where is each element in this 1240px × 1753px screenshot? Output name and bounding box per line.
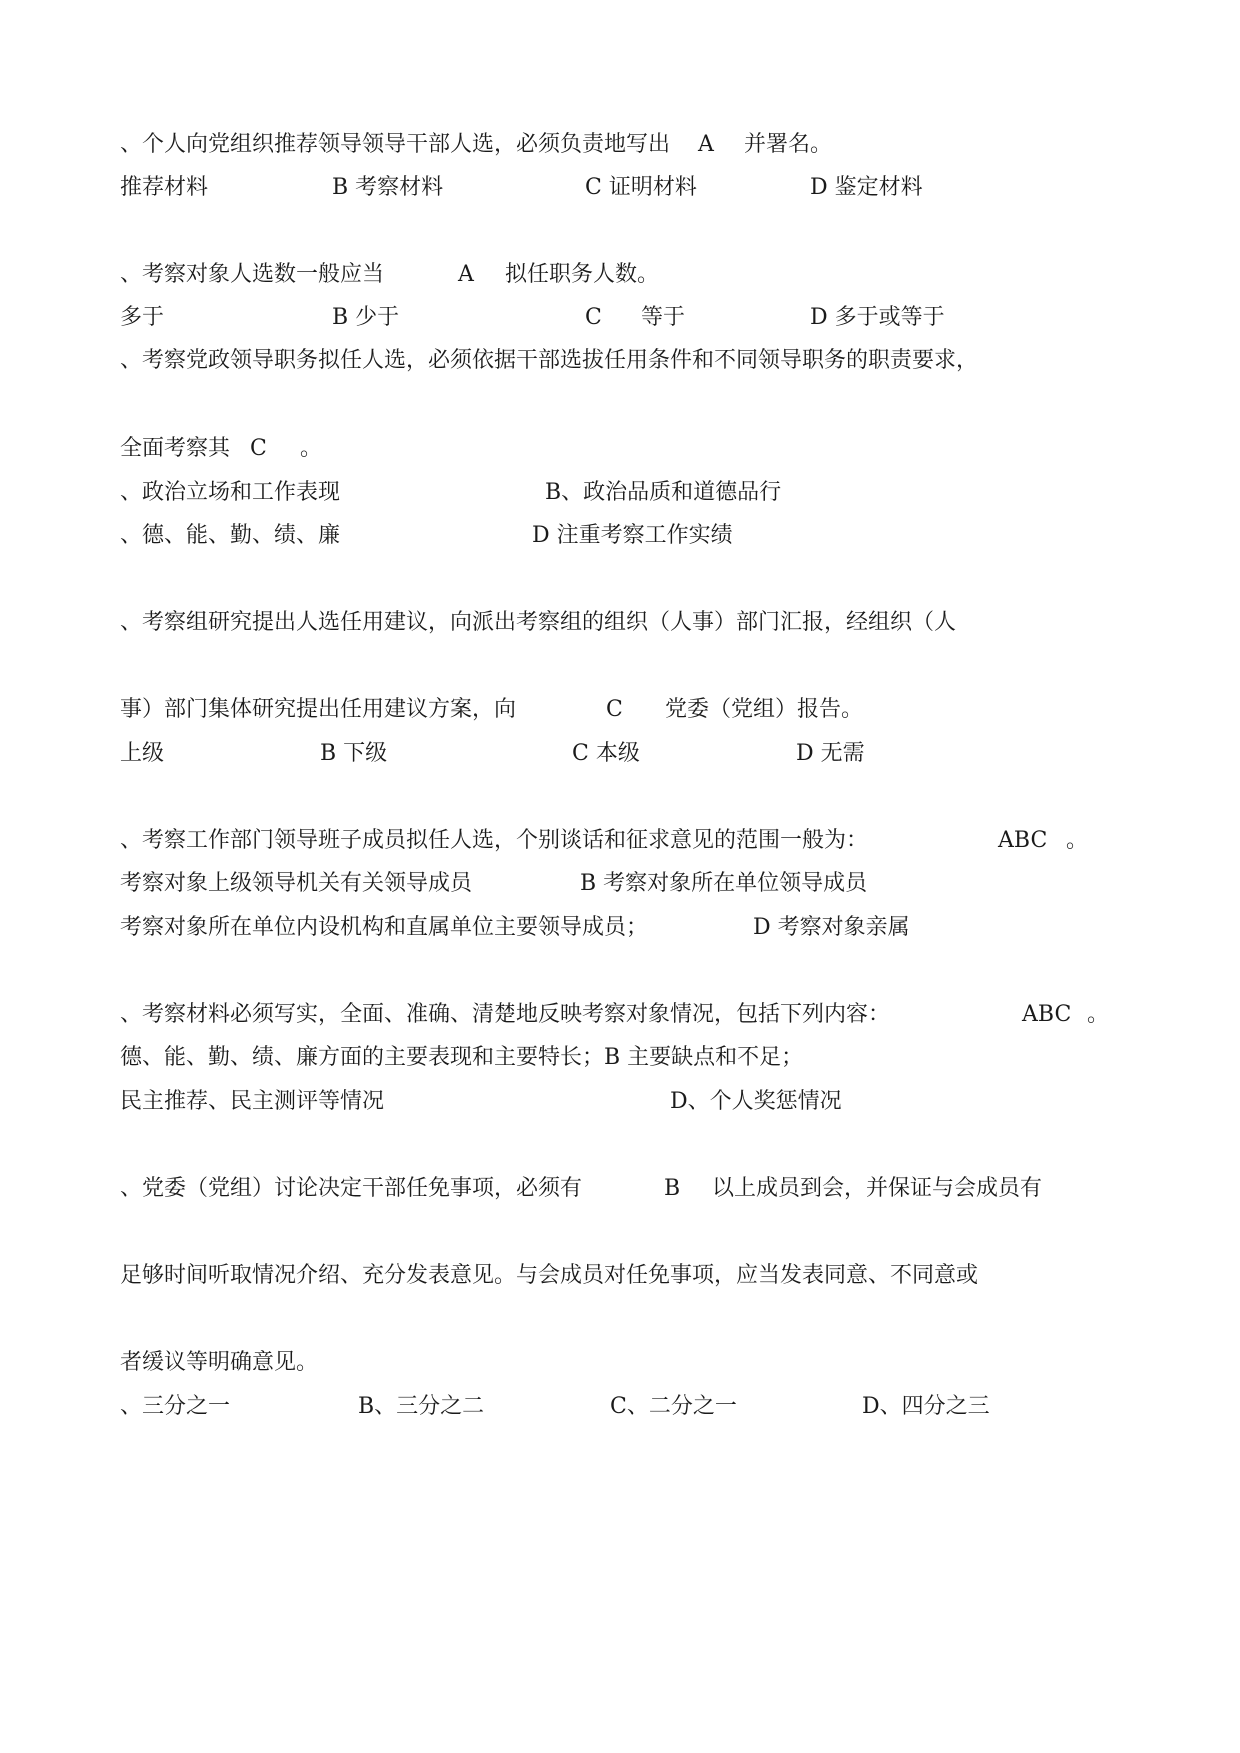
option-c: C 本级	[572, 741, 640, 766]
question-text: 、考察工作部门领导班子成员拟任人选，个别谈话和征求意见的范围一般为：	[120, 828, 869, 853]
option-a: 考察对象上级领导机关有关领导成员	[120, 871, 473, 896]
question-text: 。	[1087, 1002, 1110, 1027]
option-a: 多于	[120, 305, 165, 330]
question-text: 。	[1066, 828, 1089, 853]
answer-letter: B	[664, 1176, 681, 1201]
option-b: B 少于	[332, 305, 400, 330]
option-b: B、政治品质和道德品行	[545, 480, 782, 505]
option-c: C、二分之一	[610, 1394, 737, 1419]
question-text: 、考察对象人选数一般应当	[120, 262, 385, 287]
question-text: 者缓议等明确意见。	[120, 1350, 319, 1375]
question-text: 、个人向党组织推荐领导领导干部人选，必须负责地写出	[120, 132, 671, 157]
option-d: D 多于或等于	[810, 305, 945, 330]
question-text: 、党委（党组）讨论决定干部任免事项，必须有	[120, 1176, 583, 1201]
question-text: 足够时间听取情况介绍、充分发表意见。与会成员对任免事项，应当发表同意、不同意或	[120, 1263, 979, 1288]
option-b: B 考察材料	[332, 175, 444, 200]
option-d: D、四分之三	[862, 1394, 990, 1419]
question-text: 拟任职务人数。	[505, 262, 660, 287]
question-text: 以上成员到会，并保证与会成员有	[712, 1176, 1043, 1201]
question-text: 并署名。	[744, 132, 833, 157]
question-text: 全面考察其	[120, 436, 231, 461]
question-text: 事）部门集体研究提出任用建议方案，向	[120, 697, 517, 722]
option-d: D、个人奖惩情况	[670, 1089, 842, 1114]
option-d: D 注重考察工作实绩	[532, 523, 733, 548]
option-a: 、政治立场和工作表现	[120, 480, 341, 505]
option-c-text: 等于	[641, 305, 686, 330]
option-c: C	[585, 305, 602, 330]
answer-letter: A	[698, 132, 714, 157]
option-a: 上级	[120, 741, 165, 766]
option-c: 、德、能、勤、绩、廉	[120, 523, 341, 548]
answer-letter: C	[606, 697, 623, 722]
option-d: D 无需	[796, 741, 865, 766]
question-text: 、考察材料必须写实，全面、准确、清楚地反映考察对象情况，包括下列内容：	[120, 1002, 891, 1027]
option-a: 推荐材料	[120, 175, 209, 200]
question-text: 、考察党政领导职务拟任人选，必须依据干部选拔任用条件和不同领导职务的职责要求，	[120, 348, 979, 373]
question-text: 党委（党组）报告。	[665, 697, 864, 722]
option-d: D 考察对象亲属	[753, 915, 910, 940]
answer-letter: ABC	[998, 828, 1048, 853]
option-b: B、三分之二	[358, 1394, 485, 1419]
answer-letter: A	[458, 262, 474, 287]
answer-letter: C	[250, 436, 267, 461]
option-a-b: 德、能、勤、绩、廉方面的主要表现和主要特长；B 主要缺点和不足；	[120, 1045, 804, 1070]
option-a: 、三分之一	[120, 1394, 231, 1419]
question-text: 。	[300, 436, 323, 461]
option-c: C 证明材料	[585, 175, 697, 200]
answer-letter: ABC	[1022, 1002, 1072, 1027]
option-c: 民主推荐、民主测评等情况	[120, 1089, 385, 1114]
question-text: 、考察组研究提出人选任用建议，向派出考察组的组织（人事）部门汇报，经组织（人	[120, 610, 957, 635]
option-b: B 下级	[320, 741, 388, 766]
option-c: 考察对象所在单位内设机构和直属单位主要领导成员；	[120, 915, 649, 940]
option-b: B 考察对象所在单位领导成员	[580, 871, 868, 896]
option-d: D 鉴定材料	[810, 175, 923, 200]
